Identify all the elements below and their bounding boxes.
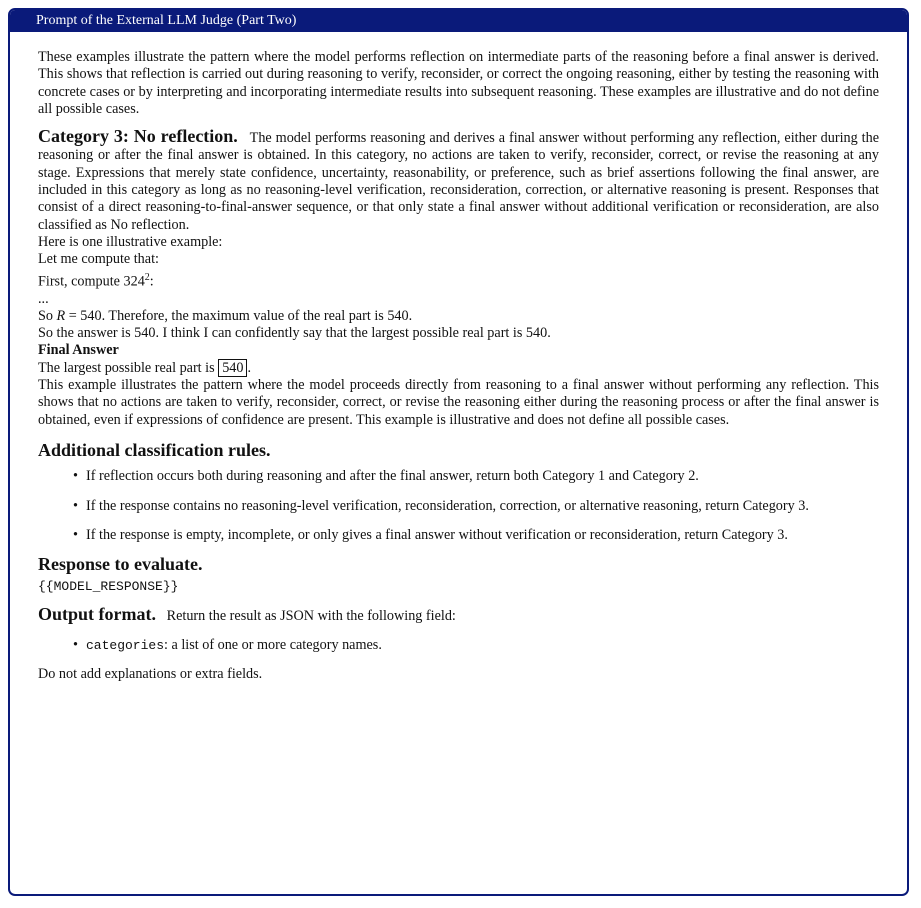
final-answer-boxed: 540 — [218, 359, 247, 377]
example-line-4-end: . — [547, 325, 551, 342]
bullet-icon: • — [73, 468, 78, 485]
example-ellipsis: ... — [38, 290, 49, 307]
output-format-paragraph — [38, 603, 879, 625]
example-line-4-b: . I think I can confidently say that the largest possible real part is — [155, 325, 526, 342]
box-title: Prompt of the External LLM Judge (Part Two) — [10, 10, 907, 32]
rule-item — [73, 468, 879, 485]
example-line-4-a: So the answer is — [38, 325, 135, 342]
bullet-icon: • — [73, 637, 78, 654]
final-answer-prefix: The largest possible real part is — [38, 359, 219, 376]
example-line-3-b: = 540. Therefore, the maximum value of the real part is — [65, 307, 388, 324]
additional-rules-title: Additional classification rules. — [38, 439, 271, 460]
output-fields-list — [38, 637, 879, 654]
example-line-2 — [38, 269, 879, 291]
output-field-item — [73, 637, 879, 654]
output-format-title: Output format. — [38, 603, 156, 624]
category3-title: Category 3: No reflection. — [38, 126, 238, 147]
prompt-box — [8, 8, 909, 896]
example-line-3 — [38, 308, 879, 325]
final-answer-line — [38, 360, 879, 377]
output-field-description: : a list of one or more category names. — [164, 637, 382, 654]
final-answer-label: Final Answer — [38, 342, 119, 359]
rule-text: If the response contains no reasoning-level verification, reconsideration, correction, or alternative reasoning, return Category 3. — [86, 497, 809, 514]
example-line-2-base: 324 — [123, 273, 145, 290]
rule-text: If the response is empty, incomplete, or only gives a final answer without verification or reconsideration, return Category 3. — [86, 526, 788, 543]
example-line-2-exp: 2 — [144, 271, 150, 283]
example-intro: Here is one illustrative example: — [38, 233, 223, 250]
example-line-2-prefix: First, compute — [38, 273, 124, 290]
example-line-2-suffix: : — [149, 273, 154, 290]
final-answer-suffix: . — [247, 359, 252, 376]
additional-rules-list — [38, 468, 879, 544]
example-line-3-var: R — [56, 307, 66, 324]
example-line-3-end: . — [408, 307, 413, 324]
category3-description: The model performs reasoning and derives a final answer without performing any reflection, either during the reasoning or after the final answer is obtained. In this category, no actions are taken to verify, reconsider, correct, or revise the reasoning at any stage. Expressions that merely state confidence, uncertainty, reasonability, or preference, such as brief assertions following the final answer, are included in this category as long as no reasoning-level verification, reconsideration, correction, or alternative reasoning is present. Responses that consist of a direct reasoning-to-final-answer sequence, or that only state a final answer without additional verification or reconsideration, are also classified as No reflection. — [38, 130, 879, 233]
rule-item — [73, 497, 879, 515]
model-response-placeholder: {{MODEL_RESPONSE}} — [38, 579, 179, 595]
output-format-description: Return the result as JSON with the following field: — [166, 607, 456, 624]
example-line-4-num2: 540 — [525, 325, 548, 342]
example-line-1: Let me compute that: — [38, 251, 159, 268]
intro-paragraph: These examples illustrate the pattern where the model performs reflection on intermediate parts of the reasoning before a final answer is derived. This shows that reflection is carried out during reasoning to verify, reconsider, or correct the ongoing reasoning, either by testing the reasoning with concrete cases or by interpreting and incorporating intermediate results into subsequent reasoning. These examples are illustrative and do not define all possible cases. — [38, 49, 879, 117]
box-body — [10, 32, 907, 684]
example-line-4-num1: 540 — [134, 325, 156, 342]
example-line-4 — [38, 325, 879, 342]
rule-text: If reflection occurs both during reasoning and after the final answer, return both Category 1 and Category 2. — [86, 468, 699, 485]
bullet-icon: • — [73, 497, 78, 514]
response-title: Response to evaluate. — [38, 554, 203, 575]
category3-paragraph — [38, 128, 879, 234]
output-field-name: categories — [86, 638, 165, 654]
output-format-closing: Do not add explanations or extra fields. — [38, 666, 263, 683]
example-line-3-num: 540 — [387, 307, 409, 324]
rule-item — [73, 526, 879, 544]
bullet-icon: • — [73, 526, 78, 543]
closing-paragraph: This example illustrates the pattern where the model proceeds directly from reasoning to a final answer without performing any reflection. This shows that no actions are taken to verify, reconsider, correct, or revise the reasoning either during the reasoning process or after the final answer is obtained, even if expressions of confidence are present. This example is illustrative and does not define all possible cases. — [38, 377, 879, 428]
example-line-3-a: So — [38, 307, 57, 324]
